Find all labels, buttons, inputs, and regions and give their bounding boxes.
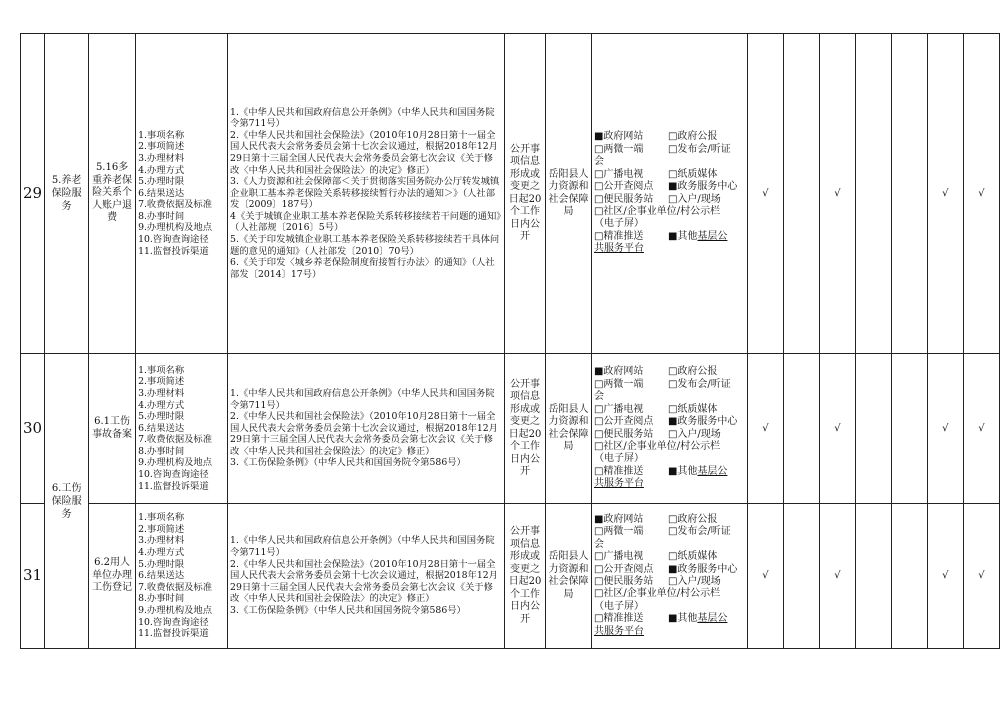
element-line: 10.咨询查询途径	[138, 616, 209, 628]
element-line: 5.办理时限	[138, 176, 185, 188]
channel-option: （电子屏）	[593, 600, 644, 612]
check-cell: √	[927, 34, 963, 354]
basis-paragraph: 4《关于城镇企业职工基本养老保险关系转移接续若干问题的通知》（人社部规〔2016〕5号）	[230, 210, 501, 234]
channel-option: □便民服务站	[593, 193, 654, 205]
channel-option: □精准推送	[593, 230, 644, 242]
check-cell	[783, 34, 819, 354]
element-line: 2.事项简述	[138, 523, 185, 535]
row-number: 29	[21, 34, 45, 354]
element-line: 11.监督投诉渠道	[138, 480, 209, 492]
row-number: 30	[21, 354, 45, 504]
check-cell	[783, 354, 819, 504]
time-limit-cell: 公开事项信息形成或变更之日起20个工作日内公开	[505, 34, 546, 354]
elements-cell	[136, 34, 228, 354]
basis-paragraph: 3.《工伤保险条例》（中华人民共和国国务院令第586号）	[230, 457, 466, 469]
channels-cell	[591, 504, 747, 649]
channel-option: □广播电视	[593, 403, 644, 415]
channel-option: □纸质媒体	[667, 551, 718, 563]
channel-option: □入户/现场	[667, 428, 721, 440]
element-line: 11.监督投诉渠道	[138, 628, 209, 640]
department-cell: 岳阳县人力资源和社会保障局	[545, 354, 591, 504]
elements-cell	[136, 504, 228, 649]
element-line: 4.办理方式	[138, 164, 185, 176]
element-line: 7.收费依据及标准	[138, 434, 213, 446]
element-line: 4.办理方式	[138, 399, 185, 411]
element-line: 10.咨询查询途径	[138, 469, 209, 481]
basis-paragraph: 5.《关于印发城镇企业职工基本养老保险关系转移接续若干具体问题的意见的通知》（人社部发〔2010〕70号）	[230, 234, 500, 257]
channel-other-text: 共服务平台	[593, 625, 644, 637]
channel-option: （电子屏）	[593, 453, 644, 465]
element-line: 1.事项名称	[138, 364, 185, 376]
category-cell: 6.工伤保险服务	[45, 354, 89, 649]
basis-paragraph: 2.《中华人民共和国社会保险法》（2010年10月28日第十一届全国人民代表大会常务委员会第十七次会议通过，根据2018年12月29日第十三届全国人民代表大会常务委员会第七次会议《关于修改〈中华人民共和国社会保险法〉的决定》修正）	[230, 558, 498, 605]
channel-option: □两微一端	[593, 526, 644, 538]
element-line: 5.办理时限	[138, 558, 185, 570]
channel-option: □政府公报	[667, 131, 718, 143]
channel-option: ■政务服务中心	[667, 563, 738, 575]
element-line: 3.办理材料	[138, 535, 185, 547]
channel-option: ■其他	[667, 230, 698, 242]
department-cell: 岳阳县人力资源和社会保障局	[545, 504, 591, 649]
check-cell: √	[819, 354, 855, 504]
channel-option: □公开查阅点	[593, 181, 654, 193]
channel-option: □社区/企事业单位/村公示栏	[593, 440, 721, 452]
check-cell	[891, 34, 927, 354]
check-cell: √	[819, 504, 855, 649]
department-cell: 岳阳县人力资源和社会保障局	[545, 34, 591, 354]
element-line: 3.办理材料	[138, 152, 185, 164]
element-line: 6.结果送达	[138, 422, 185, 434]
channel-option: □发布会/听证	[667, 526, 731, 538]
channel-option: ■政府网站	[593, 366, 644, 378]
check-cell: √	[747, 34, 783, 354]
channel-option: □便民服务站	[593, 428, 654, 440]
element-line: 9.办理机构及地点	[138, 604, 213, 616]
element-line: 8.办事时间	[138, 210, 185, 222]
channel-option: ■其他	[667, 465, 698, 477]
row-number: 31	[21, 504, 45, 649]
item-cell: 6.1工伤事故备案	[89, 354, 136, 504]
channel-option: □两微一端	[593, 378, 644, 390]
channel-option: （电子屏）	[593, 218, 644, 230]
channel-option: □两微一端	[593, 143, 644, 155]
check-cell: √	[747, 354, 783, 504]
channel-other-text: 基层公	[697, 465, 728, 477]
check-cell	[855, 504, 891, 649]
element-line: 2.事项简述	[138, 141, 185, 153]
element-line: 9.办理机构及地点	[138, 457, 213, 469]
channel-other-text: 基层公	[697, 613, 728, 625]
element-line: 8.办事时间	[138, 445, 185, 457]
check-cell: √	[963, 34, 999, 354]
element-line: 1.事项名称	[138, 129, 185, 141]
channel-option: ■政府网站	[593, 131, 644, 143]
channel-option: □社区/企事业单位/村公示栏	[593, 205, 721, 217]
channel-option: □广播电视	[593, 168, 644, 180]
basis-paragraph: 1.《中华人民共和国政府信息公开条例》（中华人民共和国国务院令第711号）	[230, 535, 495, 559]
check-cell	[891, 504, 927, 649]
check-cell	[855, 34, 891, 354]
element-line: 2.事项简述	[138, 376, 185, 388]
channel-option: □入户/现场	[667, 193, 721, 205]
element-line: 7.收费依据及标准	[138, 581, 213, 593]
element-line: 1.事项名称	[138, 512, 185, 524]
element-line: 6.结果送达	[138, 570, 185, 582]
channel-option: 会	[593, 391, 604, 403]
channel-option: □广播电视	[593, 551, 644, 563]
channel-option: □公开查阅点	[593, 563, 654, 575]
channel-option: □入户/现场	[667, 576, 721, 587]
basis-paragraph: 1.《中华人民共和国政府信息公开条例》（中华人民共和国国务院令第711号）	[230, 387, 495, 411]
check-cell: √	[747, 504, 783, 649]
category-cell: 5.养老保险服务	[45, 34, 89, 354]
check-cell	[783, 504, 819, 649]
basis-paragraph: 3.《工伤保险条例》（中华人民共和国国务院令第586号）	[230, 604, 466, 616]
channel-option: □公开查阅点	[593, 416, 654, 428]
channel-option: 会	[593, 156, 604, 168]
element-line: 9.办理机构及地点	[138, 222, 213, 234]
item-cell: 5.16多重养老保险关系个人账户退费	[89, 34, 136, 354]
channel-option: ■政务服务中心	[667, 416, 738, 428]
check-cell	[855, 354, 891, 504]
channel-option: ■政府网站	[593, 513, 644, 525]
basis-cell	[228, 504, 505, 649]
basis-cell	[228, 34, 505, 354]
channels-cell	[591, 34, 747, 354]
channel-option: □发布会/听证	[667, 143, 731, 155]
channel-option: ■政务服务中心	[667, 181, 738, 193]
channel-option: □政府公报	[667, 366, 718, 378]
element-line: 7.收费依据及标准	[138, 199, 213, 211]
element-line: 10.咨询查询途径	[138, 234, 209, 246]
element-line: 4.办理方式	[138, 547, 185, 559]
channel-option: □精准推送	[593, 465, 644, 477]
check-cell	[891, 354, 927, 504]
basis-paragraph: 2.《中华人民共和国社会保险法》（2010年10月28日第十一届全国人民代表大会常务委员会第十七次会议通过，根据2018年12月29日第十三届全国人民代表大会常务委员会第七次会议《关于修改〈中华人民共和国社会保险法〉的决定》修正）	[230, 411, 498, 457]
element-line: 11.监督投诉渠道	[138, 245, 209, 257]
check-cell: √	[963, 504, 999, 649]
time-limit-cell: 公开事项信息形成或变更之日起20个工作日内公开	[505, 504, 546, 649]
element-line: 5.办理时限	[138, 411, 185, 423]
channel-option: ■其他	[667, 613, 698, 625]
time-limit-cell: 公开事项信息形成或变更之日起20个工作日内公开	[505, 354, 546, 504]
channel-option: □发布会/听证	[667, 378, 731, 390]
basis-paragraph: 6.《关于印发〈城乡养老保险制度衔接暂行办法〉的通知》（人社部发〔2014〕17号）	[230, 257, 495, 280]
channel-other-text: 共服务平台	[593, 243, 644, 255]
check-cell: √	[927, 354, 963, 504]
table-row	[21, 354, 1000, 504]
check-cell: √	[963, 354, 999, 504]
check-cell: √	[819, 34, 855, 354]
basis-paragraph: 3.《人力资源和社会保障部＜关于贯彻落实国务院办公厅转发城镇企业职工基本养老保险关系转移接续暂行办法的通知＞》（人社部发〔2009〕187号）	[230, 176, 500, 211]
channel-option: □纸质媒体	[667, 403, 718, 415]
channel-option: □精准推送	[593, 613, 644, 625]
channel-option: □便民服务站	[593, 576, 654, 587]
channel-option: 会	[593, 538, 604, 550]
item-cell: 6.2用人单位办理工伤登记	[89, 504, 136, 649]
disclosure-table	[20, 33, 1000, 649]
basis-cell	[228, 354, 505, 504]
table-row	[21, 34, 1000, 354]
channel-option: □社区/企事业单位/村公示栏	[593, 588, 721, 600]
element-line: 8.办事时间	[138, 593, 185, 605]
channels-cell	[591, 354, 747, 504]
table-row	[21, 504, 1000, 649]
basis-paragraph: 1.《中华人民共和国政府信息公开条例》（中华人民共和国国务院令第711号）	[230, 106, 495, 130]
elements-cell	[136, 354, 228, 504]
element-line: 6.结果送达	[138, 187, 185, 199]
check-cell: √	[927, 504, 963, 649]
channel-option: □政府公报	[667, 513, 718, 525]
element-line: 3.办理材料	[138, 387, 185, 399]
channel-other-text: 共服务平台	[593, 478, 644, 490]
basis-paragraph: 2.《中华人民共和国社会保险法》（2010年10月28日第十一届全国人民代表大会常务委员会第十七次会议通过，根据2018年12月29日第十三届全国人民代表大会常务委员会第七次会议《关于修改〈中华人民共和国社会保险法〉的决定》修正）	[230, 129, 498, 176]
channel-option: □纸质媒体	[667, 168, 718, 180]
channel-other-text: 基层公	[697, 230, 728, 242]
